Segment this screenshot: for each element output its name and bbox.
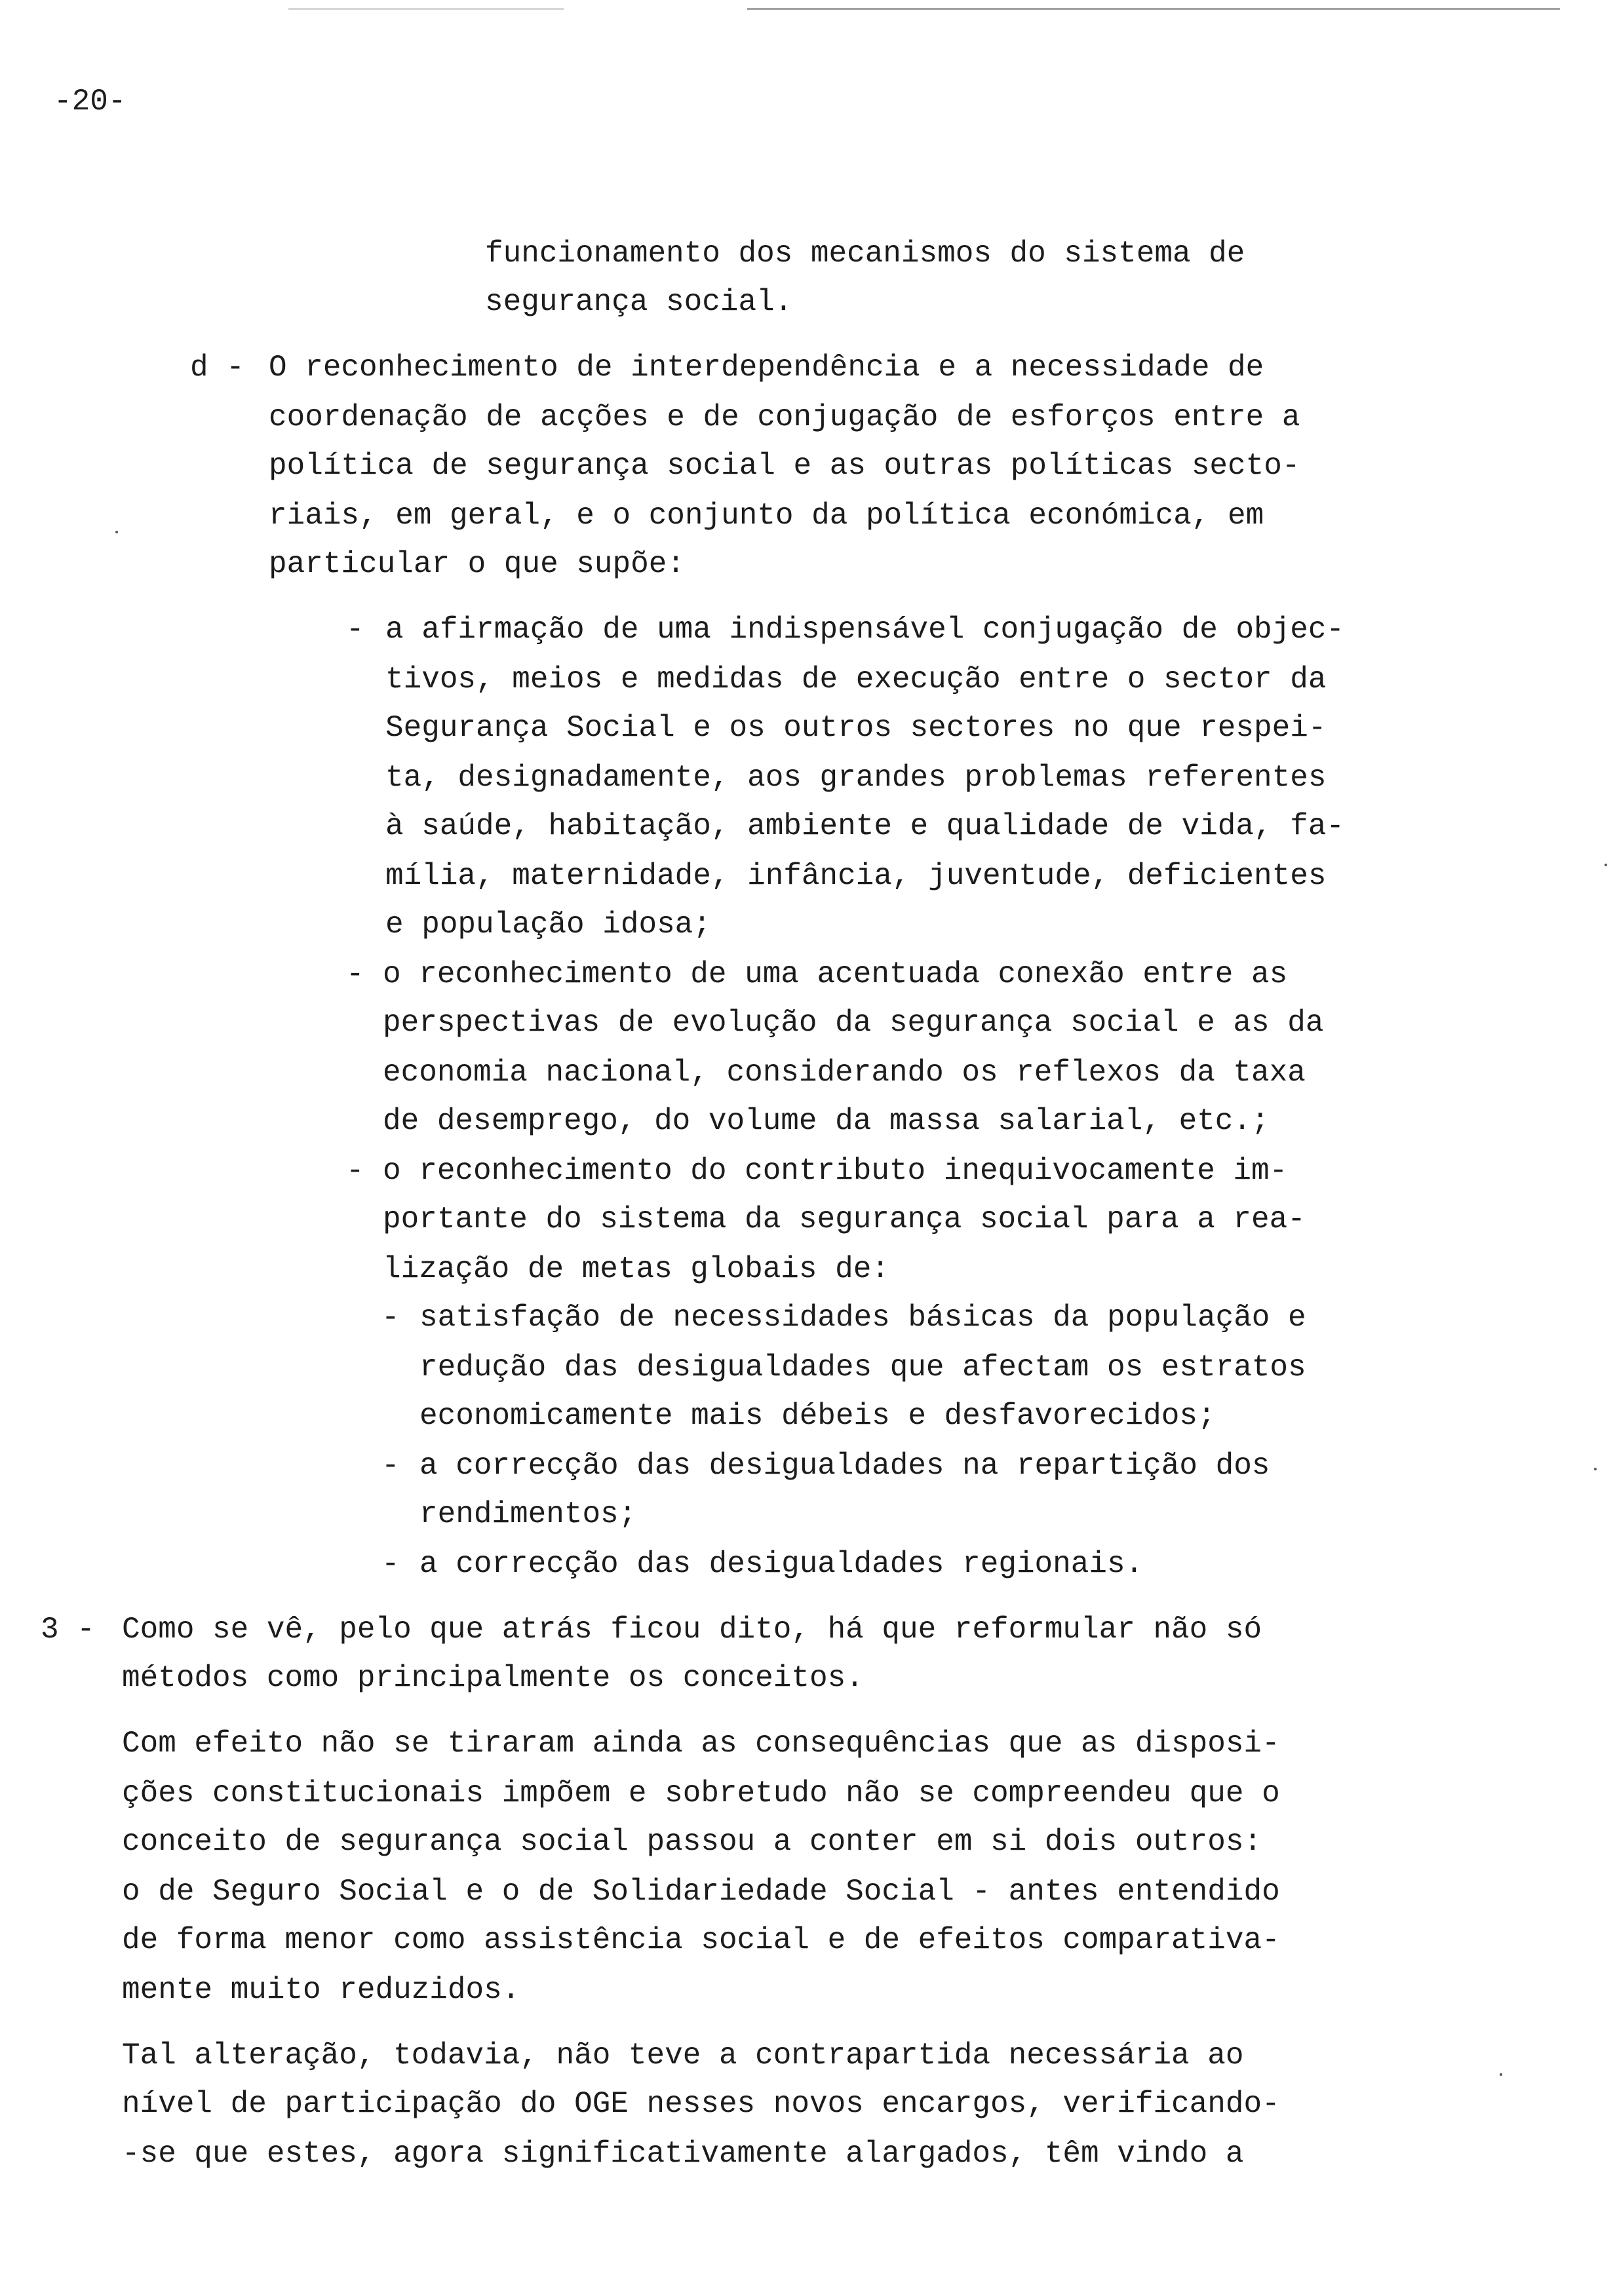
text-line: a correcção das desigualdades regionais. bbox=[419, 1547, 1144, 1581]
text-line: Segurança Social e os outros sectores no que respei- bbox=[385, 711, 1327, 745]
text-line: particular o que supõe: bbox=[269, 547, 685, 581]
text-line: funcionamento dos mecanismos do sistema de bbox=[485, 237, 1245, 271]
text-line: e população idosa; bbox=[385, 908, 711, 942]
text-line: rendimentos; bbox=[419, 1497, 637, 1531]
text-line: o de Seguro Social e o de Solidariedade Social - antes entendido bbox=[122, 1875, 1280, 1909]
list-marker-d: d - bbox=[190, 351, 244, 385]
text-line: lização de metas globais de: bbox=[383, 1252, 889, 1286]
list-marker: - bbox=[381, 1301, 400, 1335]
scan-speck bbox=[1605, 864, 1607, 866]
section-number: 3 - bbox=[41, 1613, 95, 1647]
list-marker: - bbox=[381, 1547, 400, 1581]
scan-edge-line bbox=[288, 8, 564, 10]
text-line: Tal alteração, todavia, não teve a contrapartida necessária ao bbox=[122, 2038, 1244, 2073]
scan-speck bbox=[1500, 2073, 1502, 2076]
text-line: riais, em geral, e o conjunto da política económica, em bbox=[269, 499, 1264, 533]
scan-speck bbox=[1594, 1468, 1597, 1470]
text-line: perspectivas de evolução da segurança social e as da bbox=[383, 1006, 1324, 1040]
scan-edge-line bbox=[747, 8, 1560, 10]
list-marker: - bbox=[381, 1449, 400, 1483]
text-line: tivos, meios e medidas de execução entre o sector da bbox=[385, 662, 1327, 697]
text-line: mente muito reduzidos. bbox=[122, 1973, 520, 2007]
text-line: coordenação de acções e de conjugação de esforços entre a bbox=[269, 400, 1300, 434]
list-marker: - bbox=[346, 957, 364, 991]
text-line: O reconhecimento de interdependência e a necessidade de bbox=[269, 351, 1264, 385]
text-line: redução das desigualdades que afectam os estratos bbox=[419, 1350, 1306, 1385]
text-line: mília, maternidade, infância, juventude, deficientes bbox=[385, 859, 1327, 893]
text-line: a afirmação de uma indispensável conjugação de objec- bbox=[385, 613, 1345, 647]
scan-speck bbox=[115, 531, 118, 533]
text-line: ções constitucionais impõem e sobretudo não se compreendeu que o bbox=[122, 1776, 1280, 1810]
text-line: de desemprego, do volume da massa salarial, etc.; bbox=[383, 1104, 1270, 1138]
text-line: economia nacional, considerando os reflexos da taxa bbox=[383, 1056, 1306, 1090]
text-line: a correcção das desigualdades na repartição dos bbox=[419, 1449, 1270, 1483]
text-line: portante do sistema da segurança social para a rea- bbox=[383, 1202, 1306, 1236]
text-line: ta, designadamente, aos grandes problemas referentes bbox=[385, 761, 1327, 795]
text-line: de forma menor como assistência social e de efeitos comparativa- bbox=[122, 1923, 1280, 1957]
text-line: satisfação de necessidades básicas da população e bbox=[419, 1301, 1306, 1335]
text-line: economicamente mais débeis e desfavorecidos; bbox=[419, 1399, 1216, 1433]
text-line: o reconhecimento de uma acentuada conexão entre as bbox=[383, 957, 1288, 991]
text-line: conceito de segurança social passou a conter em si dois outros: bbox=[122, 1825, 1262, 1859]
text-line: segurança social. bbox=[485, 285, 793, 319]
text-line: nível de participação do OGE nesses novos encargos, verificando- bbox=[122, 2087, 1280, 2121]
text-line: Com efeito não se tiraram ainda as consequências que as disposi- bbox=[122, 1727, 1280, 1761]
text-line: -se que estes, agora significativamente alargados, têm vindo a bbox=[122, 2137, 1244, 2171]
list-marker: - bbox=[346, 1154, 364, 1188]
list-marker: - bbox=[346, 613, 364, 647]
page-number: -20- bbox=[54, 85, 126, 119]
text-line: métodos como principalmente os conceitos. bbox=[122, 1661, 864, 1695]
text-line: política de segurança social e as outras políticas secto- bbox=[269, 449, 1300, 483]
text-line: Como se vê, pelo que atrás ficou dito, há que reformular não só bbox=[122, 1613, 1262, 1647]
text-line: à saúde, habitação, ambiente e qualidade de vida, fa- bbox=[385, 809, 1345, 843]
text-line: o reconhecimento do contributo inequivocamente im- bbox=[383, 1154, 1288, 1188]
